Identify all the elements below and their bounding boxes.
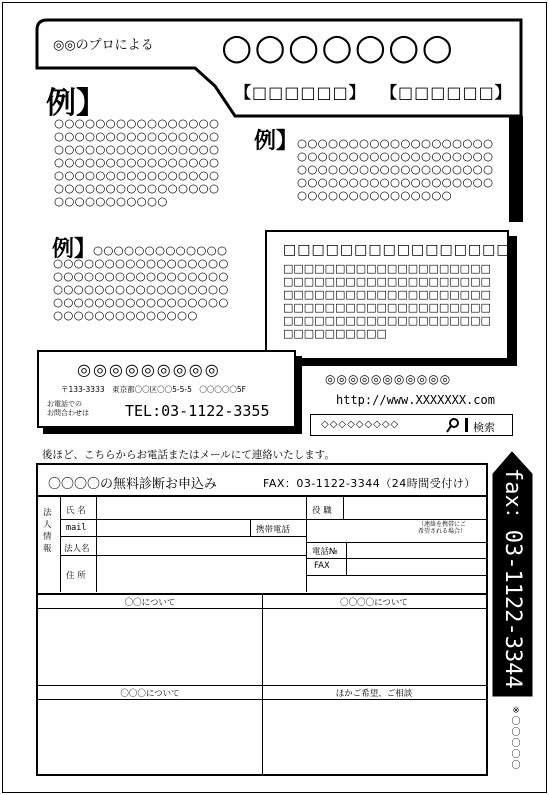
label-name: 氏 名	[66, 506, 86, 516]
inquiry-line-2: お問合わせは	[47, 409, 89, 417]
header-bracket-left: 【□□□□□□】	[235, 83, 366, 102]
header-title: ○○○○○○○	[221, 27, 455, 68]
section-2-field[interactable]	[263, 609, 486, 685]
header-bracket-right: 【□□□□□□】	[381, 83, 512, 102]
fax-tab	[491, 450, 534, 698]
label-phone: 電話№	[312, 547, 338, 557]
mobile-note-line-1: （連絡を携帯にご	[418, 521, 467, 528]
vertical-note: ※〇〇〇〇〇	[511, 706, 521, 771]
example-3-heading: 例】	[52, 236, 97, 262]
search-box[interactable]	[310, 414, 513, 436]
form-title: 〇〇〇〇の無料診断お申込み	[48, 477, 218, 492]
section-4-heading: ほかご希望、ご相談	[335, 689, 413, 699]
example-2-body: ○○○○○○○○○○○○○○○○○○○○○○○○○○○○○○○○○○○○○○○○○○○○○○○○○○○○○○○○○○○○○○○○○○○○○○○○○○○○○○○○○○○○○○○○○○○	[297, 136, 494, 202]
form-grid	[38, 495, 486, 590]
example-2-heading: 例】	[254, 128, 299, 154]
corp-info-label: 法人情報	[43, 508, 52, 554]
header	[35, 18, 523, 118]
info-box	[265, 230, 517, 366]
grid-line	[250, 519, 251, 536]
grid-line	[306, 575, 486, 576]
label-address: 住 所	[66, 571, 86, 581]
inquiry-label	[47, 400, 89, 418]
company-card	[37, 350, 296, 432]
example-1-body: ○○○○○○○○○○○○○○○○○○○○○○○○○○○○○○○○○○○○○○○○○○○○○○○○○○○○○○○○○○○○○○○○○○○○○○○○○○○○○○○○○○○○○○○○○○○○○○○○○○○○○○○○○○○	[54, 116, 220, 208]
label-mobile: 携帯電話	[256, 525, 291, 535]
corp-name-field[interactable]	[97, 537, 306, 555]
section-1-heading: 〇〇について	[124, 598, 176, 608]
info-box-body: □□□□□□□□□□□□□□□□□□□□□□□□□□□□□□□□□□□□□□□□□□□□□□□□□□□□□□□□□□□□□□□□□□□□□□□□□□□□□□□□□□□□□□□□□□□□□□□□□□□□□□□□□□□□□□	[283, 262, 491, 340]
form-fax: FAX：03-1122-3344（24時間受付け）	[263, 477, 476, 490]
grid-line	[38, 685, 486, 686]
mobile-field[interactable]	[307, 520, 486, 542]
example-1-heading: 例】	[46, 86, 106, 121]
search-divider	[465, 418, 468, 432]
position-field[interactable]	[344, 498, 486, 519]
application-form	[36, 463, 488, 776]
header-subtitle: ◎◎のプロによる	[53, 38, 154, 53]
web-name: ◎◎◎◎◎◎◎◎◎◎◎	[325, 372, 452, 386]
fax-tab-number: fax：03-1122-3344	[500, 468, 525, 689]
grid-line	[60, 497, 61, 592]
search-input[interactable]: ◇◇◇◇◇◇◇◇◇	[321, 419, 400, 430]
info-box-title: □□□□□□□□□□□□□□□□	[283, 242, 511, 258]
company-name: ◎◎◎◎◎◎◎◎◎	[77, 360, 221, 379]
label-position: 役 職	[312, 506, 332, 516]
company-tel[interactable]: TEL:03-1122-3355	[125, 402, 270, 420]
section-1-field[interactable]	[39, 609, 261, 685]
section-4-field[interactable]	[263, 700, 486, 774]
address-field[interactable]	[97, 556, 306, 592]
company-address: 〒133-3333 東京都〇〇区〇〇5-5-5 〇〇〇〇〇5F	[61, 385, 246, 394]
form-sections	[38, 593, 486, 774]
name-field[interactable]	[97, 498, 306, 519]
label-mail: mail	[66, 523, 87, 533]
company-card-panel	[37, 350, 296, 428]
label-corp-name: 法人名	[64, 544, 90, 554]
section-3-field[interactable]	[39, 700, 261, 774]
inquiry-line-1: お電話での	[47, 400, 82, 408]
contact-note: 後ほど、こちらからお電話またはメールにて連絡いたします。	[42, 449, 335, 461]
grid-line	[306, 497, 307, 592]
section-3-heading: 〇〇〇について	[120, 689, 180, 699]
info-box-panel	[265, 230, 509, 360]
mail-field[interactable]	[97, 520, 250, 536]
web-url[interactable]: http://www.XXXXXXX.com	[336, 393, 495, 407]
section-2-heading: 〇〇〇〇について	[340, 598, 408, 608]
label-fax: FAX	[314, 561, 330, 571]
fax-field[interactable]	[347, 559, 486, 575]
search-icon	[446, 418, 460, 434]
phone-field[interactable]	[347, 543, 486, 558]
example-3-body: ○○○○○○○○○○○○○○○○○○○○○○○○○○○○○○○○○○○○○○○○○○○○○○○○○○○○○○○○○○○○○○○○○○○○○○○○○○○○○○○○○○○○○○○○○○○○○○○	[53, 243, 229, 322]
side-accent-bar	[509, 116, 523, 222]
mobile-note-line-2: 希望される場合）	[418, 528, 467, 535]
search-button[interactable]: 検索	[473, 421, 495, 434]
